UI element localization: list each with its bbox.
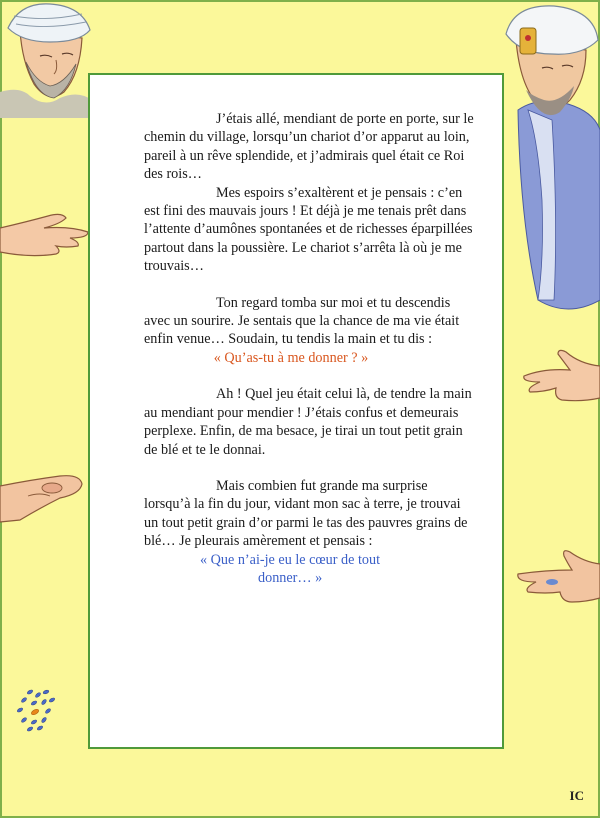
hand-icon bbox=[0, 202, 90, 266]
paragraph-5: Mais combien fut grande ma surprise lorsqu’à la fin du jour, vidant mon sac à terre, je trouvai un tout petit grain d’or parmi le tas des pauvres grains de blé… Je pleurais amèrement et pensais : bbox=[144, 477, 468, 550]
author-credit: IC bbox=[569, 788, 584, 803]
paragraph-2: Mes espoirs s’exaltèrent et je pensais : c’en est fini des mauvais jours ! Et déjà je me tenais prêt dans l’attente d’aumônes spontanées et de richesses éparpillées partout dans la poussière. Le chariot s’arrêta là où je me trouvais… bbox=[144, 184, 473, 275]
hand-icon bbox=[0, 460, 90, 530]
poem-text bbox=[144, 110, 474, 587]
quote-final bbox=[144, 551, 474, 588]
king-portrait-icon bbox=[498, 0, 600, 330]
paragraph-1: J’étais allé, mendiant de porte en porte, sur le chemin du village, lorsqu’un chariot d’or apparut au loin, pareil à un rêve splendide, et j’admirais quel était ce Roi des rois… bbox=[144, 111, 474, 183]
grains-icon bbox=[10, 686, 60, 734]
paragraph-3: Ton regard tomba sur moi et tu descendis avec un sourire. Je sentais que la chance de ma vie était enfin venue… Soudain, tu tendis la main et tu dis : bbox=[144, 294, 460, 348]
beggar-portrait-icon bbox=[0, 0, 92, 118]
quote-final-line2: donner… » bbox=[258, 569, 323, 586]
hand-icon bbox=[510, 346, 600, 408]
quote-question: « Qu’as-tu à me donner ? » bbox=[213, 349, 369, 366]
paragraph-4: Ah ! Quel jeu était celui là, de tendre la main au mendiant pour mendier ! J’étais confus et demeurais perplexe. Enfin, de ma besace, je tirai un tout petit grain de blé et te le donnai. bbox=[144, 386, 472, 458]
quote-final-line1: « Que n’ai-je eu le cœur de tout bbox=[200, 551, 381, 568]
hand-icon bbox=[506, 548, 600, 610]
